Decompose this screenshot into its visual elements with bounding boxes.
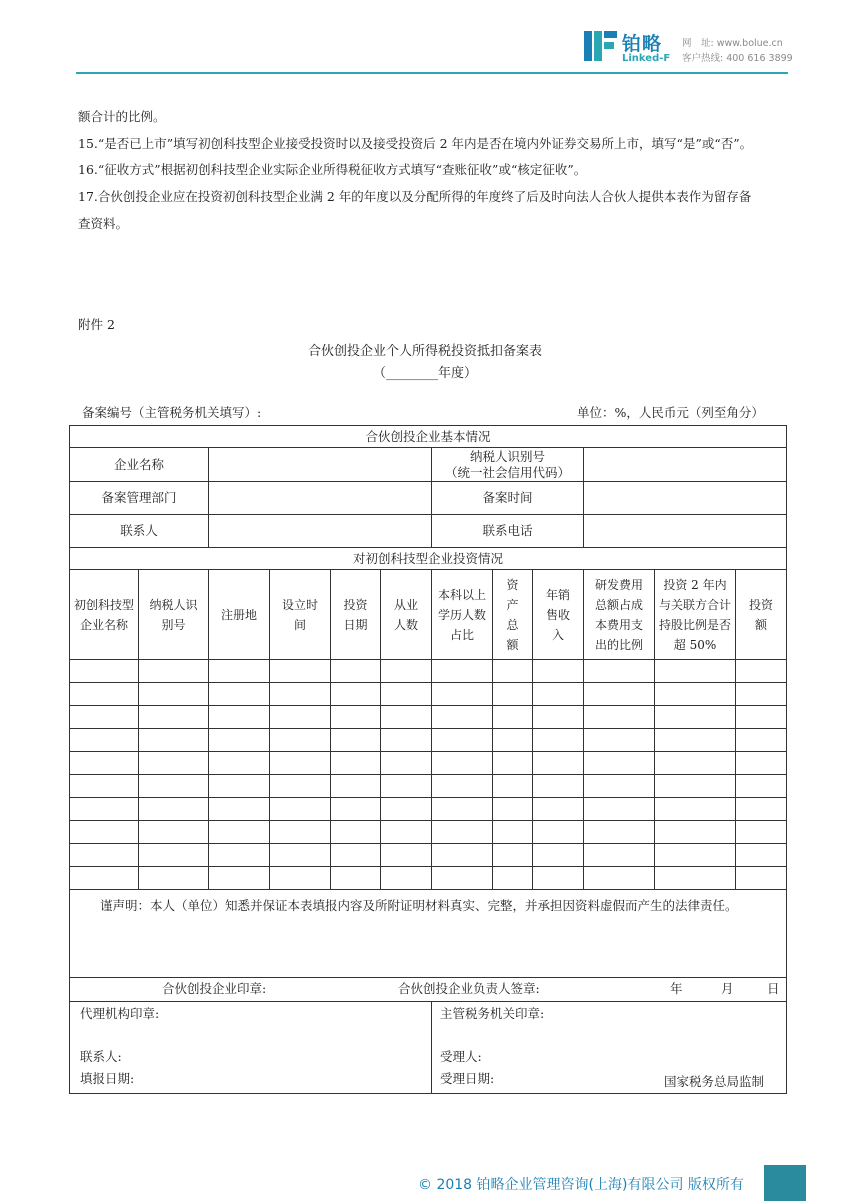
invest-cell[interactable]: [381, 683, 432, 706]
invest-row: [70, 844, 787, 867]
invest-cell[interactable]: [209, 752, 270, 775]
invest-cell[interactable]: [736, 844, 787, 867]
invest-row: [70, 752, 787, 775]
invest-cell[interactable]: [736, 706, 787, 729]
tax-office-date-label: 受理日期:: [440, 1071, 495, 1086]
invest-cell[interactable]: [70, 775, 139, 798]
note-line: 额合计的比例。: [78, 109, 166, 124]
col-header-annual-sales: 年销售收入: [533, 570, 584, 660]
invest-cell[interactable]: [432, 683, 493, 706]
invest-cell[interactable]: [139, 683, 209, 706]
form-title: 合伙创投企业个人所得税投资抵扣备案表: [307, 344, 542, 359]
principal-sign-label: 合伙创投企业负责人签章:: [398, 980, 540, 996]
attachment-label: 附件 2: [78, 317, 115, 332]
invest-cell[interactable]: [533, 844, 584, 867]
invest-cell[interactable]: [331, 821, 381, 844]
invest-cell[interactable]: [209, 821, 270, 844]
invest-cell[interactable]: [736, 729, 787, 752]
invest-cell[interactable]: [381, 798, 432, 821]
invest-cell[interactable]: [493, 683, 533, 706]
invest-cell[interactable]: [70, 683, 139, 706]
invest-cell[interactable]: [209, 706, 270, 729]
agent-date-label: 填报日期:: [80, 1071, 135, 1086]
tax-office-handler-label: 受理人:: [440, 1049, 482, 1064]
invest-cell[interactable]: [139, 867, 209, 890]
invest-cell[interactable]: [533, 821, 584, 844]
invest-cell[interactable]: [209, 683, 270, 706]
filing-number-label: 备案编号（主管税务机关填写）:: [82, 405, 262, 420]
invest-cell[interactable]: [655, 706, 736, 729]
invest-cell[interactable]: [270, 844, 331, 867]
invest-rows: [70, 660, 787, 890]
invest-cell[interactable]: [584, 660, 655, 683]
invest-cell[interactable]: [736, 867, 787, 890]
invest-cell[interactable]: [432, 752, 493, 775]
invest-cell[interactable]: [139, 821, 209, 844]
invest-cell[interactable]: [70, 821, 139, 844]
invest-cell[interactable]: [584, 683, 655, 706]
invest-cell[interactable]: [655, 729, 736, 752]
logo-mark-icon: [584, 29, 618, 63]
invest-cell[interactable]: [493, 798, 533, 821]
invest-cell[interactable]: [270, 683, 331, 706]
invest-cell[interactable]: [533, 775, 584, 798]
invest-cell[interactable]: [331, 844, 381, 867]
col-header-bachelor-ratio: 本科以上学历人数占比: [432, 570, 493, 660]
contact-phone-label: 联系电话: [432, 515, 584, 548]
invest-cell[interactable]: [432, 821, 493, 844]
invest-cell[interactable]: [70, 706, 139, 729]
section-basic-title: 合伙创投企业基本情况: [70, 426, 787, 448]
invest-cell[interactable]: [655, 821, 736, 844]
invest-cell[interactable]: [533, 729, 584, 752]
invest-cell[interactable]: [655, 798, 736, 821]
invest-row: [70, 729, 787, 752]
col-header-invest-date: 投资日期: [331, 570, 381, 660]
footer-copyright: © 2018 铂略企业管理咨询(上海)有限公司 版权所有: [418, 1177, 744, 1193]
filing-dept-label: 备案管理部门: [70, 482, 209, 515]
invest-cell[interactable]: [736, 683, 787, 706]
invest-cell[interactable]: [432, 775, 493, 798]
filing-time-label: 备案时间: [432, 482, 584, 515]
invest-row: [70, 867, 787, 890]
filing-form-table: [69, 425, 787, 1094]
note-17-cont: 查资料。: [78, 216, 129, 231]
invest-cell[interactable]: [331, 867, 381, 890]
invest-cell[interactable]: [432, 844, 493, 867]
header-divider: [76, 72, 788, 74]
invest-cell[interactable]: [493, 706, 533, 729]
invest-cell[interactable]: [331, 706, 381, 729]
invest-cell[interactable]: [655, 844, 736, 867]
invest-cell[interactable]: [493, 660, 533, 683]
invest-cell[interactable]: [270, 752, 331, 775]
brand-logo: [584, 29, 674, 65]
invest-cell[interactable]: [70, 660, 139, 683]
invest-cell[interactable]: [432, 660, 493, 683]
supervisor-note: 国家税务总局监制: [664, 1074, 765, 1089]
invest-cell[interactable]: [533, 683, 584, 706]
invest-cell[interactable]: [736, 775, 787, 798]
col-header-invest-amount: 投资额: [736, 570, 787, 660]
invest-cell[interactable]: [381, 660, 432, 683]
invest-cell[interactable]: [493, 775, 533, 798]
col-header-registered-place: 注册地: [209, 570, 270, 660]
invest-cell[interactable]: [270, 706, 331, 729]
invest-cell[interactable]: [331, 660, 381, 683]
hotline-line: 客户热线: 400 616 3899: [682, 53, 793, 64]
signature-row: [70, 978, 787, 1002]
company-name-label: 企业名称: [70, 448, 209, 482]
company-name-value[interactable]: [209, 448, 432, 482]
invest-row: [70, 775, 787, 798]
col-header-employees: 从业人数: [381, 570, 432, 660]
note-16: 16.“征收方式”根据初创科技型企业实际企业所得税征收方式填写“查账征收”或“核定征收”。: [78, 162, 587, 177]
invest-row: [70, 821, 787, 844]
invest-cell[interactable]: [139, 660, 209, 683]
agent-section: [70, 1002, 432, 1094]
invest-cell[interactable]: [533, 867, 584, 890]
invest-cell[interactable]: [270, 867, 331, 890]
invest-cell[interactable]: [493, 821, 533, 844]
invest-cell[interactable]: [270, 660, 331, 683]
invest-row: [70, 798, 787, 821]
invest-cell[interactable]: [270, 729, 331, 752]
invest-cell[interactable]: [381, 752, 432, 775]
invest-cell[interactable]: [493, 844, 533, 867]
taxpayer-id-value[interactable]: [584, 448, 787, 482]
invest-cell[interactable]: [209, 844, 270, 867]
invest-cell[interactable]: [584, 844, 655, 867]
logo-cn-text: 铂略: [622, 33, 663, 55]
invest-row: [70, 706, 787, 729]
invest-cell[interactable]: [584, 752, 655, 775]
invest-cell[interactable]: [533, 752, 584, 775]
invest-cell[interactable]: [655, 683, 736, 706]
invest-cell[interactable]: [533, 660, 584, 683]
invest-cell[interactable]: [655, 752, 736, 775]
invest-cell[interactable]: [70, 752, 139, 775]
invest-cell[interactable]: [655, 867, 736, 890]
month-label: 月: [721, 980, 734, 996]
invest-cell[interactable]: [139, 729, 209, 752]
invest-cell[interactable]: [655, 660, 736, 683]
agent-seal-label: 代理机构印章:: [80, 1006, 160, 1021]
website-line: 网 址: www.bolue.cn: [682, 38, 783, 49]
invest-cell[interactable]: [139, 775, 209, 798]
invest-cell[interactable]: [736, 798, 787, 821]
col-header-related-party: 投资 2 年内与关联方合计持股比例是否超 50%: [655, 570, 736, 660]
invest-cell[interactable]: [493, 752, 533, 775]
invest-cell[interactable]: [432, 867, 493, 890]
invest-cell[interactable]: [331, 775, 381, 798]
invest-row: [70, 683, 787, 706]
invest-cell[interactable]: [493, 867, 533, 890]
header-contact: [682, 36, 793, 66]
invest-cell[interactable]: [493, 729, 533, 752]
invest-cell[interactable]: [584, 729, 655, 752]
invest-row: [70, 660, 787, 683]
invest-cell[interactable]: [209, 775, 270, 798]
invest-cell[interactable]: [209, 660, 270, 683]
invest-cell[interactable]: [381, 821, 432, 844]
invest-cell[interactable]: [270, 798, 331, 821]
invest-cell[interactable]: [584, 775, 655, 798]
col-header-rd-ratio: 研发费用总额占成本费用支出的比例: [584, 570, 655, 660]
invest-cell[interactable]: [70, 798, 139, 821]
invest-cell[interactable]: [584, 798, 655, 821]
declaration-cell: [70, 890, 787, 978]
invest-cell[interactable]: [381, 775, 432, 798]
invest-cell[interactable]: [736, 660, 787, 683]
year-label: 年: [670, 980, 683, 996]
logo-en-text: Linked-F: [622, 53, 671, 64]
invest-cell[interactable]: [331, 752, 381, 775]
invest-cell[interactable]: [381, 729, 432, 752]
contact-value[interactable]: [209, 515, 432, 548]
col-header-established: 设立时间: [270, 570, 331, 660]
invest-cell[interactable]: [736, 821, 787, 844]
tax-office-seal-label: 主管税务机关印章:: [440, 1006, 545, 1021]
contact-phone-value[interactable]: [584, 515, 787, 548]
filing-time-value[interactable]: [584, 482, 787, 515]
col-header-total-assets: 资产总额: [493, 570, 533, 660]
contact-label: 联系人: [70, 515, 209, 548]
col-header-taxpayer-id: 纳税人识别号: [139, 570, 209, 660]
invest-cell[interactable]: [270, 775, 331, 798]
invest-cell[interactable]: [70, 844, 139, 867]
taxpayer-id-line2: （统一社会信用代码）: [444, 464, 570, 480]
col-header-startup-name: 初创科技型企业名称: [70, 570, 139, 660]
invest-cell[interactable]: [533, 798, 584, 821]
invest-cell[interactable]: [270, 821, 331, 844]
taxpayer-id-label: [432, 448, 584, 482]
invest-cell[interactable]: [432, 729, 493, 752]
invest-cell[interactable]: [655, 775, 736, 798]
invest-cell[interactable]: [209, 867, 270, 890]
form-year: （________年度）: [372, 366, 477, 381]
invest-cell[interactable]: [209, 729, 270, 752]
note-15: 15.“是否已上市”填写初创科技型企业接受投资时以及接受投资后 2 年内是否在境内外证券交易所上市，填写“是”或“否”。: [78, 136, 753, 151]
invest-cell[interactable]: [381, 844, 432, 867]
invest-cell[interactable]: [432, 798, 493, 821]
invest-cell[interactable]: [381, 867, 432, 890]
invest-cell[interactable]: [584, 821, 655, 844]
invest-cell[interactable]: [331, 798, 381, 821]
invest-cell[interactable]: [139, 844, 209, 867]
section-invest-title: 对初创科技型企业投资情况: [70, 548, 787, 570]
invest-cell[interactable]: [139, 706, 209, 729]
invest-cell[interactable]: [432, 706, 493, 729]
invest-cell[interactable]: [736, 752, 787, 775]
invest-cell[interactable]: [584, 706, 655, 729]
invest-cell[interactable]: [584, 867, 655, 890]
invest-cell[interactable]: [381, 706, 432, 729]
invest-cell[interactable]: [139, 752, 209, 775]
declaration-text: 谨声明：本人（单位）知悉并保证本表填报内容及所附证明材料真实、完整，并承担因资料虚假而产生的法律责任。: [100, 898, 738, 913]
footer-accent-block: [764, 1165, 806, 1201]
invest-cell[interactable]: [533, 706, 584, 729]
invest-cell[interactable]: [331, 683, 381, 706]
invest-cell[interactable]: [70, 729, 139, 752]
invest-cell[interactable]: [139, 798, 209, 821]
day-label: 日: [767, 980, 780, 996]
invest-cell[interactable]: [70, 867, 139, 890]
partnership-seal-label: 合伙创投企业印章:: [162, 980, 267, 996]
invest-cell[interactable]: [209, 798, 270, 821]
invest-cell[interactable]: [331, 729, 381, 752]
note-17: 17.合伙创投企业应在投资初创科技型企业满 2 年的年度以及分配所得的年度终了后及时向法人合伙人提供本表作为留存备: [78, 189, 752, 204]
taxpayer-id-line1: 纳税人识别号: [469, 448, 545, 464]
filing-dept-value[interactable]: [209, 482, 432, 515]
unit-label: 单位：%，人民币元（列至角分）: [577, 405, 764, 420]
agent-contact-label: 联系人:: [80, 1049, 122, 1064]
